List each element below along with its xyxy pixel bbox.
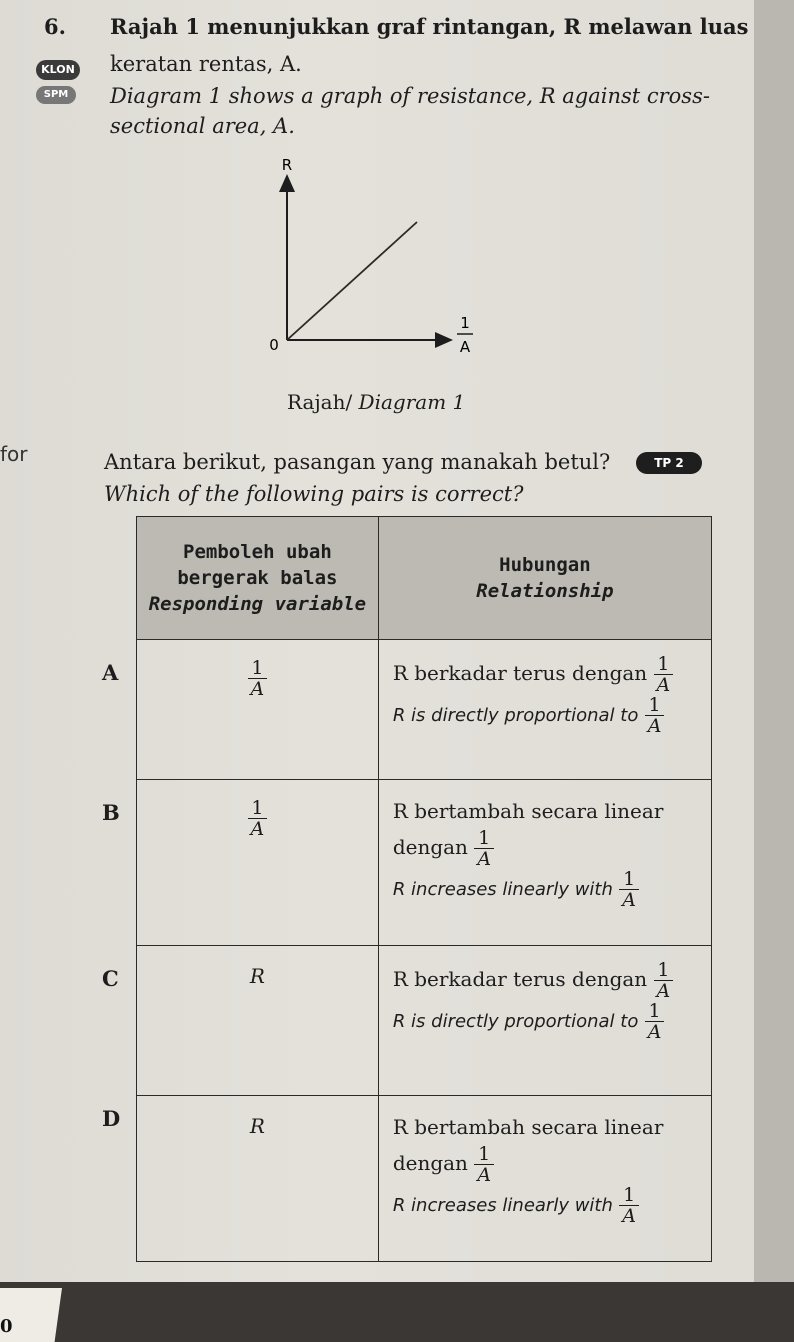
option-d-label: D <box>102 1106 121 1131</box>
question-line-2: keratan rentas, A. <box>110 52 302 76</box>
question-line-4: sectional area, A. <box>110 114 295 138</box>
spm-badge: SPM <box>36 86 76 104</box>
row-a-variable: $\frac{1}{A}$ <box>137 640 379 780</box>
options-table <box>136 516 712 1262</box>
option-b-label: B <box>102 800 120 825</box>
row-b-relationship: R bertambah secara linear dengan $\frac{1}{A}$ R increases linearly with $\frac{1}{A}$ <box>378 780 711 946</box>
page-number: 0 <box>0 1316 13 1337</box>
question-line-3: Diagram 1 shows a graph of resistance, R against cross- <box>110 84 710 108</box>
table-row <box>137 1096 712 1262</box>
resistance-graph <box>250 150 490 370</box>
table-row <box>137 640 712 780</box>
margin-note: for <box>0 442 28 466</box>
option-a-label: A <box>102 660 119 685</box>
graph-line <box>287 222 417 340</box>
y-axis-label: R <box>281 156 293 174</box>
prompt-en: Which of the following pairs is correct? <box>104 482 524 506</box>
page-edge <box>754 0 794 1282</box>
row-d-variable: R <box>137 1096 379 1262</box>
question-number: 6. <box>44 14 66 39</box>
prompt-ms: Antara berikut, pasangan yang manakah betul? <box>104 450 611 474</box>
x-axis-label-denominator: A <box>459 338 471 356</box>
question-line-1: Rajah 1 menunjukkan graf rintangan, R melawan luas <box>110 14 749 39</box>
header-relationship: Hubungan Relationship <box>378 517 711 640</box>
bottom-strip <box>0 1282 794 1342</box>
diagram-caption: Rajah/ Diagram 1 <box>287 390 466 414</box>
row-c-variable: R <box>137 946 379 1096</box>
table-row <box>137 946 712 1096</box>
row-d-relationship: R bertambah secara linear dengan $\frac{1}{A}$ R increases linearly with $\frac{1}{A}$ <box>378 1096 711 1262</box>
header-variable: Pemboleh ubah bergerak balas Responding variable <box>137 517 379 640</box>
option-c-label: C <box>102 966 119 991</box>
x-axis-label-numerator: 1 <box>460 314 470 332</box>
table-row <box>137 780 712 946</box>
row-c-relationship: R berkadar terus dengan $\frac{1}{A}$ R is directly proportional to $\frac{1}{A}$ <box>378 946 711 1096</box>
tp-badge: TP 2 <box>636 452 702 474</box>
origin-label: 0 <box>269 336 279 354</box>
klon-badge: KLON <box>36 60 80 80</box>
row-b-variable: $\frac{1}{A}$ <box>137 780 379 946</box>
row-a-relationship: R berkadar terus dengan $\frac{1}{A}$ R is directly proportional to $\frac{1}{A}$ <box>378 640 711 780</box>
